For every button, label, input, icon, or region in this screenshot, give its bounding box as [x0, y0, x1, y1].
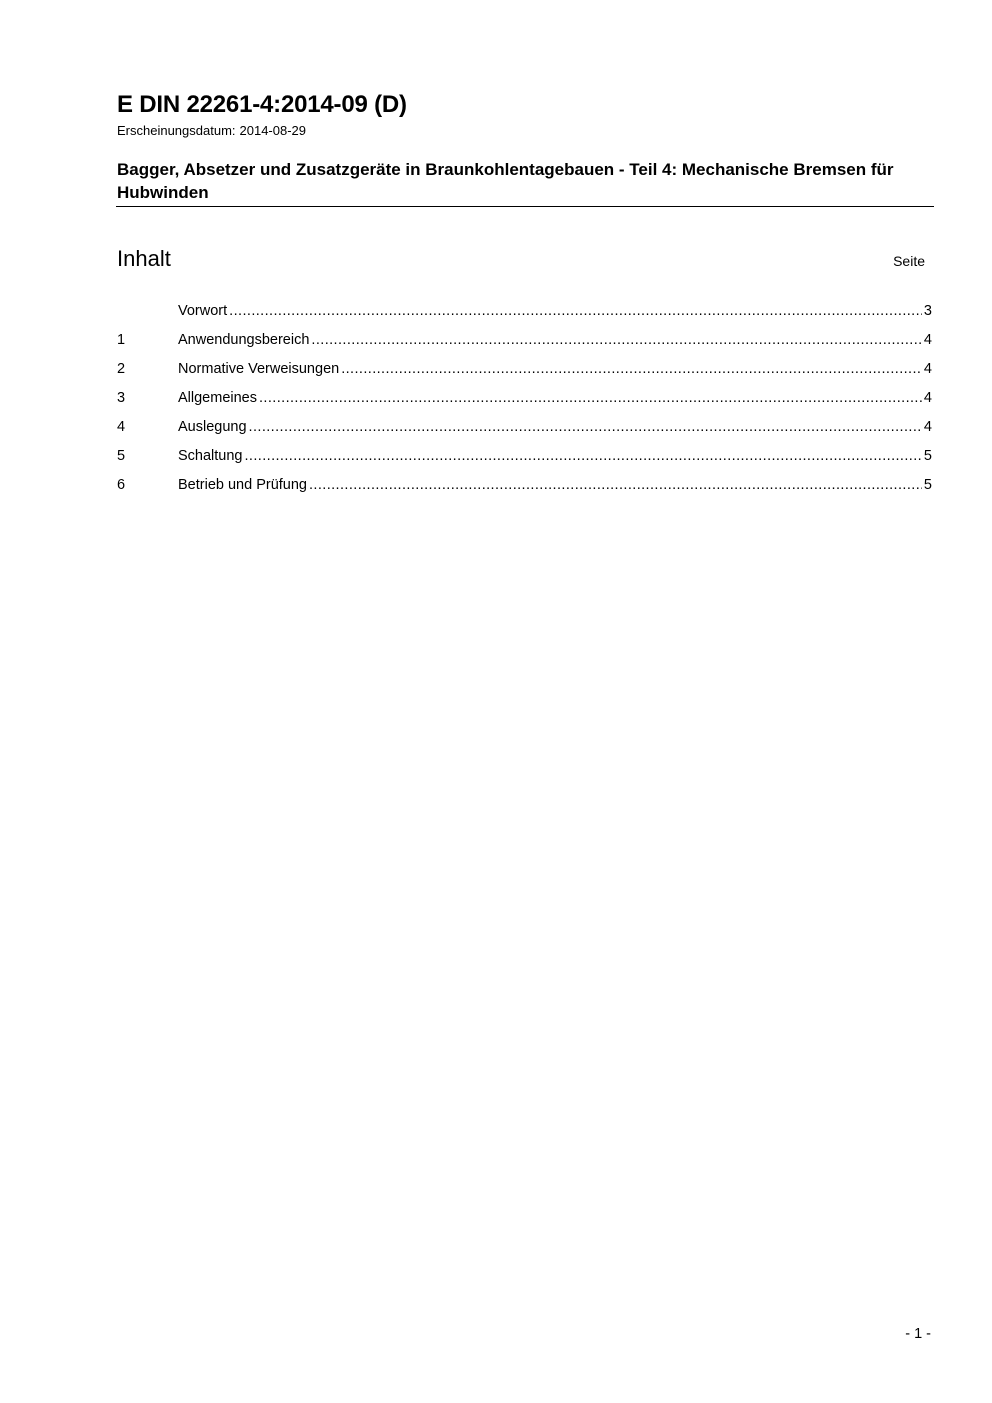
- toc-entry-number: 1: [117, 332, 126, 348]
- publication-date-value: 2014-08-29: [239, 123, 307, 138]
- toc-entry-title: Auslegung: [178, 419, 247, 435]
- document-subtitle: Bagger, Absetzer und Zusatzgeräte in Braunkohlentagebauen - Teil 4: Mechanische Bremsen für Hubwinden: [117, 160, 894, 202]
- toc-entry-title: Vorwort: [178, 303, 228, 319]
- toc-entry-title: Normative Verweisungen: [178, 361, 340, 377]
- toc-entry-title: Betrieb und Prüfung: [178, 477, 307, 493]
- toc-dot-leader: [259, 388, 922, 408]
- toc-entry-number: 5: [117, 448, 126, 464]
- toc-entry-title: Allgemeines: [178, 390, 257, 406]
- toc-entry-allgemeines[interactable]: [117, 388, 932, 417]
- toc-dot-leader: [249, 417, 922, 437]
- toc-entry-page: 4: [923, 390, 932, 406]
- page-number: - 1 -: [905, 1326, 931, 1342]
- toc-entry-title: Anwendungsbereich: [178, 332, 310, 348]
- toc-dot-leader: [245, 446, 922, 466]
- toc-entry-title: Schaltung: [178, 448, 243, 464]
- toc-dot-leader: [309, 475, 922, 495]
- toc-dot-leader: [229, 301, 922, 321]
- toc-page-column-label: Seite: [893, 253, 925, 269]
- toc-entry-schaltung[interactable]: [117, 446, 932, 475]
- toc-entry-page: 4: [923, 419, 932, 435]
- toc-entry-page: 5: [923, 477, 932, 493]
- toc-entry-page: 3: [923, 303, 932, 319]
- toc-entry-betrieb-und-pruefung[interactable]: [117, 475, 932, 504]
- toc-entry-auslegung[interactable]: [117, 417, 932, 446]
- toc-entry-number: 6: [117, 477, 126, 493]
- toc-entry-number: 3: [117, 390, 126, 406]
- toc-entry-page: 4: [923, 332, 932, 348]
- toc-heading: Inhalt: [117, 246, 171, 271]
- document-title: E DIN 22261-4:2014-09 (D): [117, 91, 407, 118]
- toc-entry-number: 2: [117, 361, 126, 377]
- toc-entry-vorwort[interactable]: [117, 301, 932, 330]
- publication-date: [117, 122, 306, 139]
- toc-entry-number: 4: [117, 419, 126, 435]
- publication-date-label: Erscheinungsdatum:: [117, 123, 236, 138]
- toc-entry-anwendungsbereich[interactable]: [117, 330, 932, 359]
- toc-dot-leader: [311, 330, 922, 350]
- table-of-contents: [117, 301, 932, 504]
- toc-entry-page: 5: [923, 448, 932, 464]
- toc-dot-leader: [341, 359, 922, 379]
- toc-entry-page: 4: [923, 361, 932, 377]
- title-divider: [116, 206, 934, 207]
- toc-entry-normative-verweisungen[interactable]: [117, 359, 932, 388]
